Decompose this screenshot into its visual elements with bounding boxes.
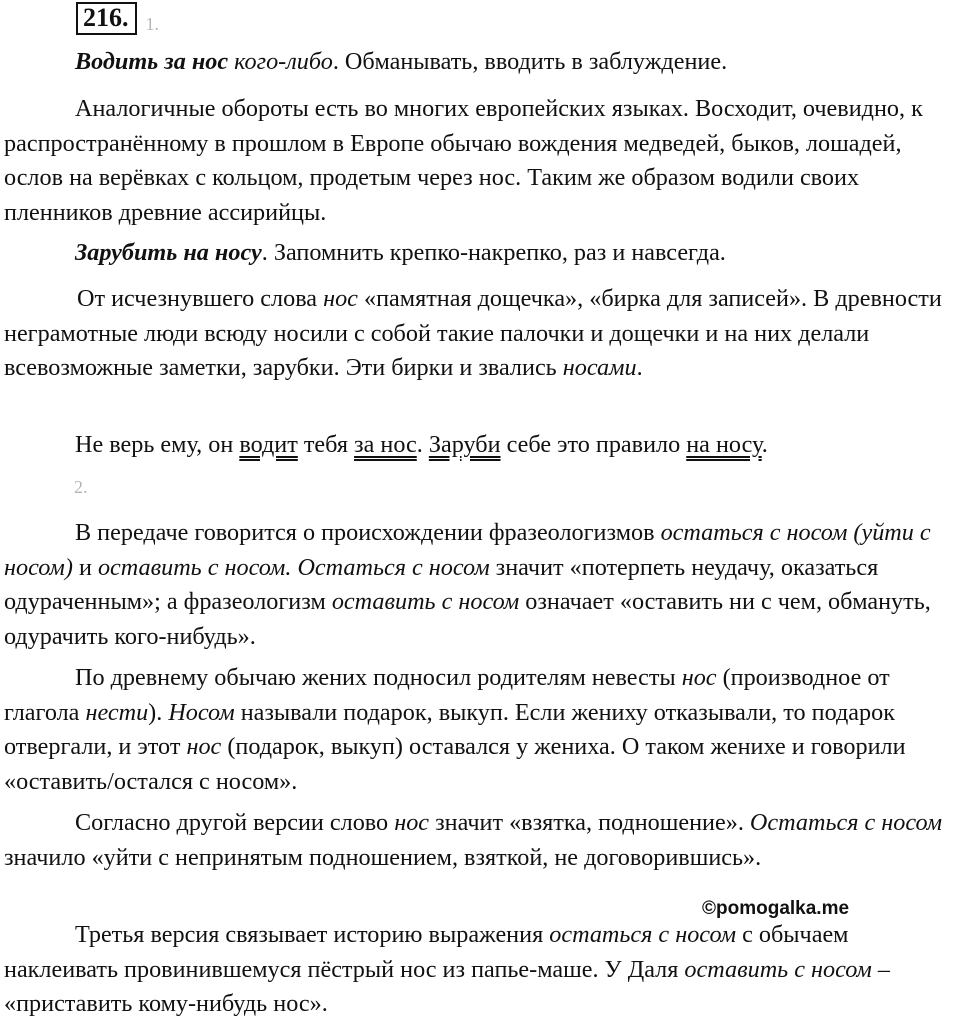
text: значит «взятка, подношение». [429, 809, 750, 836]
idiom-definition: . Запомнить крепко-накрепко, раз и навсегда. [261, 239, 726, 266]
text: В передаче говорится о происхождении фразеологизмов [75, 519, 661, 546]
idiom-definition: . Обманывать, вводить в заблуждение. [332, 48, 728, 75]
underlined-word: Заруби [428, 431, 501, 458]
text: (подарок, выкуп) оставался у жениха. О таком женихе и говорили «оставить/остался с носом». [4, 733, 906, 795]
text: значит «потерпеть неудачу, оказаться одураченным»; а фразеологизм [4, 553, 879, 615]
italic-term: нос [323, 285, 358, 312]
italic-term: носами [562, 354, 637, 381]
italic-term: остаться с носом (уйти с носом) [4, 519, 931, 581]
idiom-term: Зарубить на носу [75, 239, 262, 266]
text: себе это правило [500, 431, 687, 458]
part-2-label: 2. [74, 477, 88, 497]
italic-term: оставить с носом [331, 588, 520, 615]
idiom-qualifier: кого-либо [234, 48, 333, 75]
text: означает «оставить ни с чем, обмануть, одурачить кого-нибудь». [4, 588, 931, 650]
idiom-definition-zarubit-na-nosu [4, 236, 950, 271]
text: тебя [297, 431, 355, 458]
watermark: ©pomogalka.me [702, 898, 850, 919]
paragraph-origin-vodit [4, 92, 950, 230]
text: . [761, 431, 768, 458]
text: «памятная дощечка», «бирка для записей». В древности неграмотные люди всюду носили с собой такие палочки и дощечки и на них делали всевозможные заметки, зарубки. Эти бирки и звались [4, 285, 942, 381]
text: . [636, 354, 643, 381]
underlined-word: водит [239, 431, 298, 458]
text: с обычаем наклеивать провинившемуся пёстрый нос из папье-маше. У Даля [4, 921, 849, 983]
idiom-definition-vodit-za-nos [4, 45, 950, 80]
paragraph-broadcast [4, 516, 950, 654]
text: Согласно другой версии слово [75, 809, 395, 836]
example-sentence [4, 428, 950, 463]
italic-term: оставить с носом [684, 955, 872, 983]
italic-term: нести [85, 698, 149, 726]
text: – «приставить кому-нибудь нос». [4, 955, 890, 1017]
italic-term: оставить с носом. Остаться с носом [97, 553, 490, 581]
paragraph-origin-zarubit [4, 282, 950, 386]
italic-term: остаться с носом [549, 921, 737, 948]
text: ). [148, 698, 169, 726]
idiom-term: Водить за нос [75, 48, 229, 75]
text: От исчезнувшего слова [77, 285, 324, 312]
text: и [72, 553, 98, 581]
text: называли подарок, выкуп. Если жениху отказывали, то подарок отвергали, и этот [4, 698, 895, 760]
task-number: 216. [76, 2, 137, 35]
text: Не верь ему, он [75, 431, 240, 458]
underlined-word: за нос [354, 431, 417, 458]
paragraph-text: Аналогичные обороты есть во многих европейских языках. Восходит, очевидно, к распространённому в прошлом в Европе обычаю вождения медведей, быков, лошадей, ослов на верёвках с кольцом, продетым через нос. Таким же образом водили своих пленников древние ассирийцы. [4, 95, 923, 226]
italic-term: нос [681, 664, 717, 691]
text: Третья версия связывает историю выражения [75, 921, 550, 948]
text: По древнему обычаю жених подносил родителям невесты [75, 664, 682, 691]
italic-term: нос [186, 733, 222, 760]
text: . [416, 431, 429, 458]
italic-term: Остаться с носом [749, 809, 943, 836]
paragraph-ancient-custom [4, 661, 950, 799]
task-header [76, 3, 159, 35]
italic-term: Носом [168, 698, 235, 726]
text: (производное от глагола [4, 664, 890, 726]
part-1-label: 1. [145, 14, 159, 34]
italic-term: нос [394, 809, 430, 836]
paragraph-third-version [4, 918, 950, 1022]
text: значило «уйти с непринятым подношением, взяткой, не договорившись». [4, 843, 762, 871]
underlined-word: на носу [686, 431, 762, 458]
paragraph-second-version [4, 806, 950, 875]
